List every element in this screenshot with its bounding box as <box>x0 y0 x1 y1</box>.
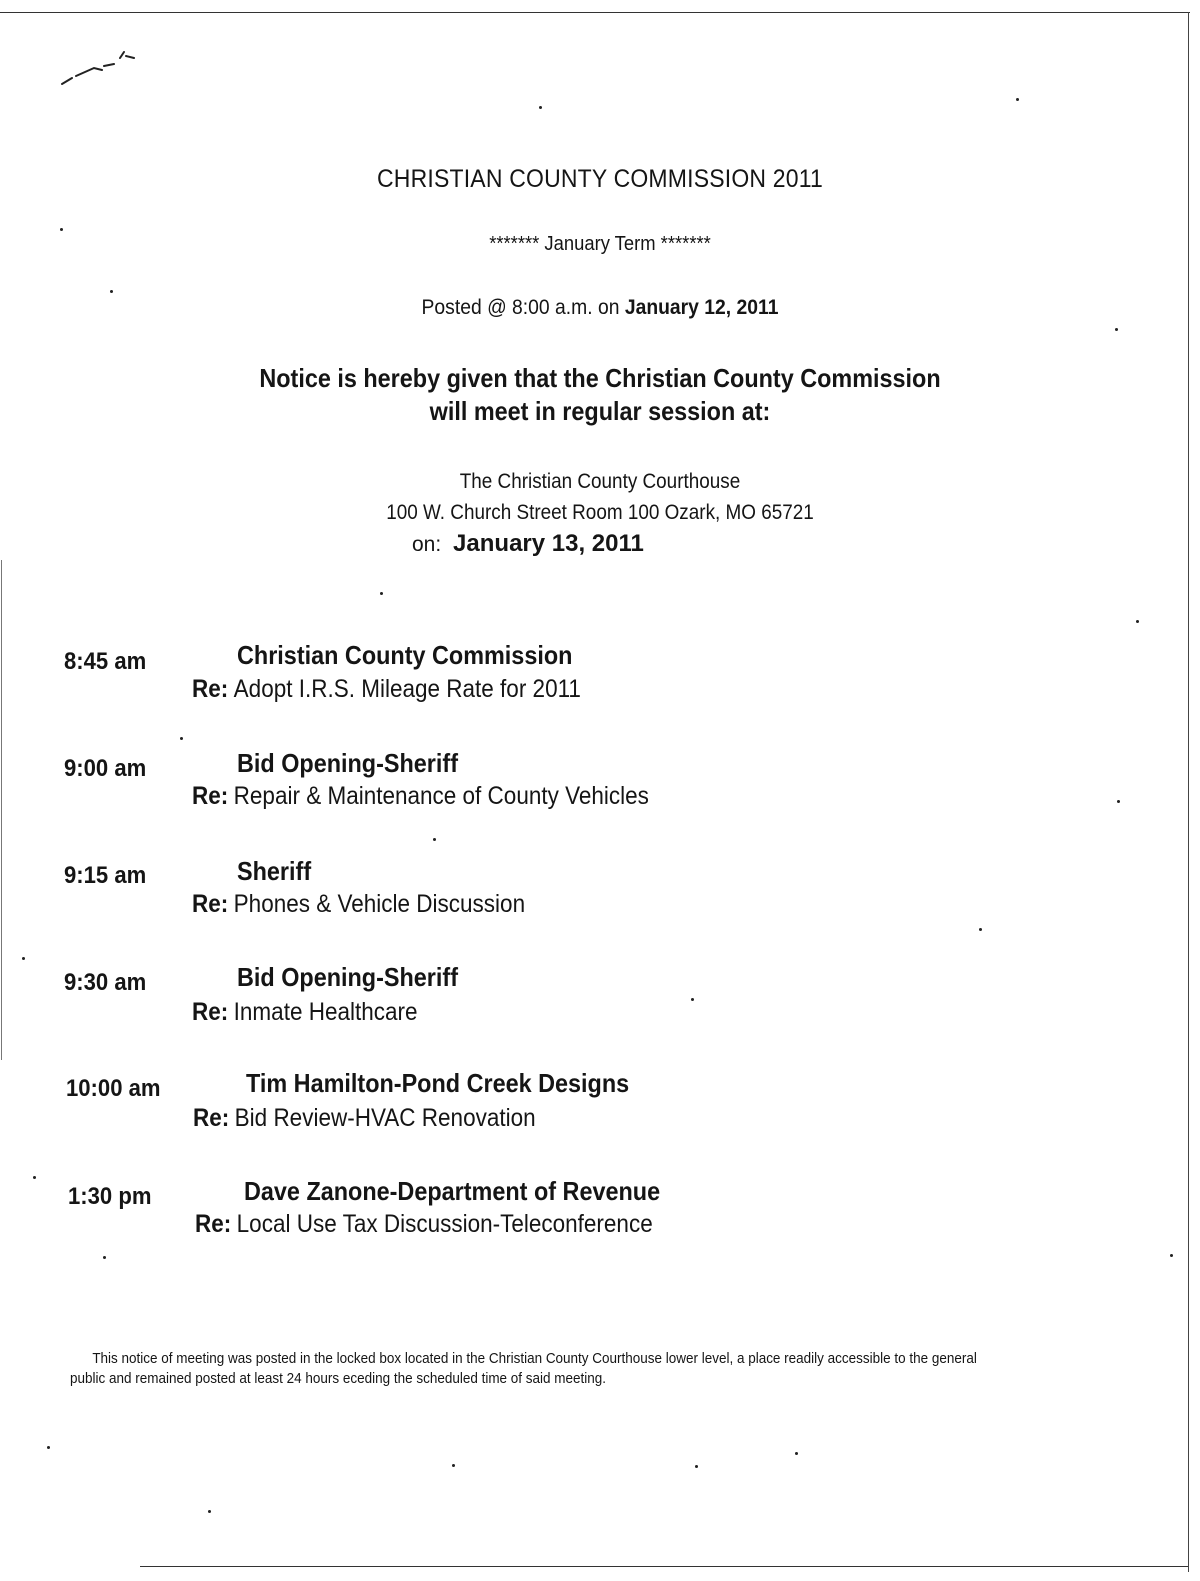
agenda-title: Tim Hamilton-Pond Creek Designs <box>246 1068 630 1098</box>
scan-speck <box>103 1256 106 1259</box>
re-label: Re: <box>192 675 229 703</box>
meeting-date: January 13, 2011 <box>453 530 644 557</box>
posted-line <box>48 296 1152 320</box>
agenda-time: 9:30 am <box>64 969 147 996</box>
scan-speck <box>1016 98 1019 101</box>
scan-speck <box>452 1464 455 1467</box>
posted-prefix: Posted @ 8:00 a.m. on <box>421 296 620 319</box>
notice-line: Notice is hereby given that the Christian County Commission <box>259 363 941 393</box>
agenda-time: 10:00 am <box>66 1075 161 1102</box>
document-title: CHRISTIAN COUNTY COMMISSION 2011 <box>377 165 823 193</box>
re-label: Re: <box>192 998 229 1026</box>
re-text: Adopt I.R.S. Mileage Rate for 2011 <box>233 675 581 703</box>
scan-speck <box>1170 1254 1173 1257</box>
re-text: Repair & Maintenance of County Vehicles <box>233 782 649 810</box>
re-label: Re: <box>192 890 229 918</box>
meeting-location <box>60 466 1140 528</box>
on-label: on: <box>412 533 442 556</box>
agenda-title: Sheriff <box>237 856 312 886</box>
scan-speck <box>1115 328 1118 331</box>
scan-border-right <box>1188 12 1189 1572</box>
agenda-title: Bid Opening-Sheriff <box>237 748 458 778</box>
term-heading: ******* January Term ******* <box>489 233 711 255</box>
scan-speck <box>60 228 63 231</box>
agenda-re <box>193 1104 536 1133</box>
agenda-title: Dave Zanone-Department of Revenue <box>244 1176 661 1206</box>
posted-date: January 12, 2011 <box>624 296 779 319</box>
agenda-title: Christian County Commission <box>237 640 573 670</box>
scan-speck <box>33 1176 36 1179</box>
scan-speck <box>110 290 113 293</box>
notice-line: will meet in regular session at: <box>429 396 771 426</box>
agenda-time: 9:15 am <box>64 862 147 889</box>
scan-border-bottom <box>140 1566 1188 1567</box>
scan-speck <box>208 1510 211 1513</box>
footnote-line: public and remained posted at least 24 hours eceding the scheduled time of said meeting. <box>70 1371 606 1387</box>
agenda-time: 9:00 am <box>64 755 147 782</box>
scan-speck <box>1136 620 1139 623</box>
footnote-line: This notice of meeting was posted in the locked box located in the Christian County Courthouse lower level, a place readily accessible to the general <box>92 1351 977 1367</box>
re-label: Re: <box>192 782 229 810</box>
re-text: Bid Review-HVAC Renovation <box>234 1104 536 1132</box>
scan-speck <box>433 838 436 841</box>
scan-border-top <box>0 12 1190 13</box>
re-text: Local Use Tax Discussion-Teleconference <box>236 1210 653 1238</box>
notice-statement <box>60 362 1140 428</box>
location-address: 100 W. Church Street Room 100 Ozark, MO 65721 <box>386 501 814 524</box>
pen-mark-scribble <box>58 40 148 90</box>
agenda-re <box>192 890 525 919</box>
meeting-date-line <box>412 530 644 558</box>
scan-speck <box>22 957 25 960</box>
location-name: The Christian County Courthouse <box>459 470 741 493</box>
scan-speck <box>979 928 982 931</box>
scan-speck <box>1117 800 1120 803</box>
re-label: Re: <box>193 1104 230 1132</box>
scan-speck <box>180 737 183 740</box>
agenda-re <box>192 998 418 1027</box>
re-label: Re: <box>195 1210 232 1238</box>
scan-speck <box>695 1465 698 1468</box>
posting-footnote <box>70 1349 1074 1389</box>
re-text: Phones & Vehicle Discussion <box>233 890 526 918</box>
scan-speck <box>380 592 383 595</box>
scan-speck <box>539 106 542 109</box>
scan-speck <box>47 1446 50 1449</box>
scan-speck <box>691 998 694 1001</box>
agenda-time: 8:45 am <box>64 648 147 675</box>
agenda-re <box>192 675 581 704</box>
scan-speck <box>795 1452 798 1455</box>
agenda-re <box>192 782 649 811</box>
scan-border-left <box>1 560 2 1060</box>
agenda-title: Bid Opening-Sheriff <box>237 962 458 992</box>
re-text: Inmate Healthcare <box>233 998 418 1026</box>
agenda-re <box>195 1210 653 1239</box>
agenda-time: 1:30 pm <box>68 1183 152 1210</box>
